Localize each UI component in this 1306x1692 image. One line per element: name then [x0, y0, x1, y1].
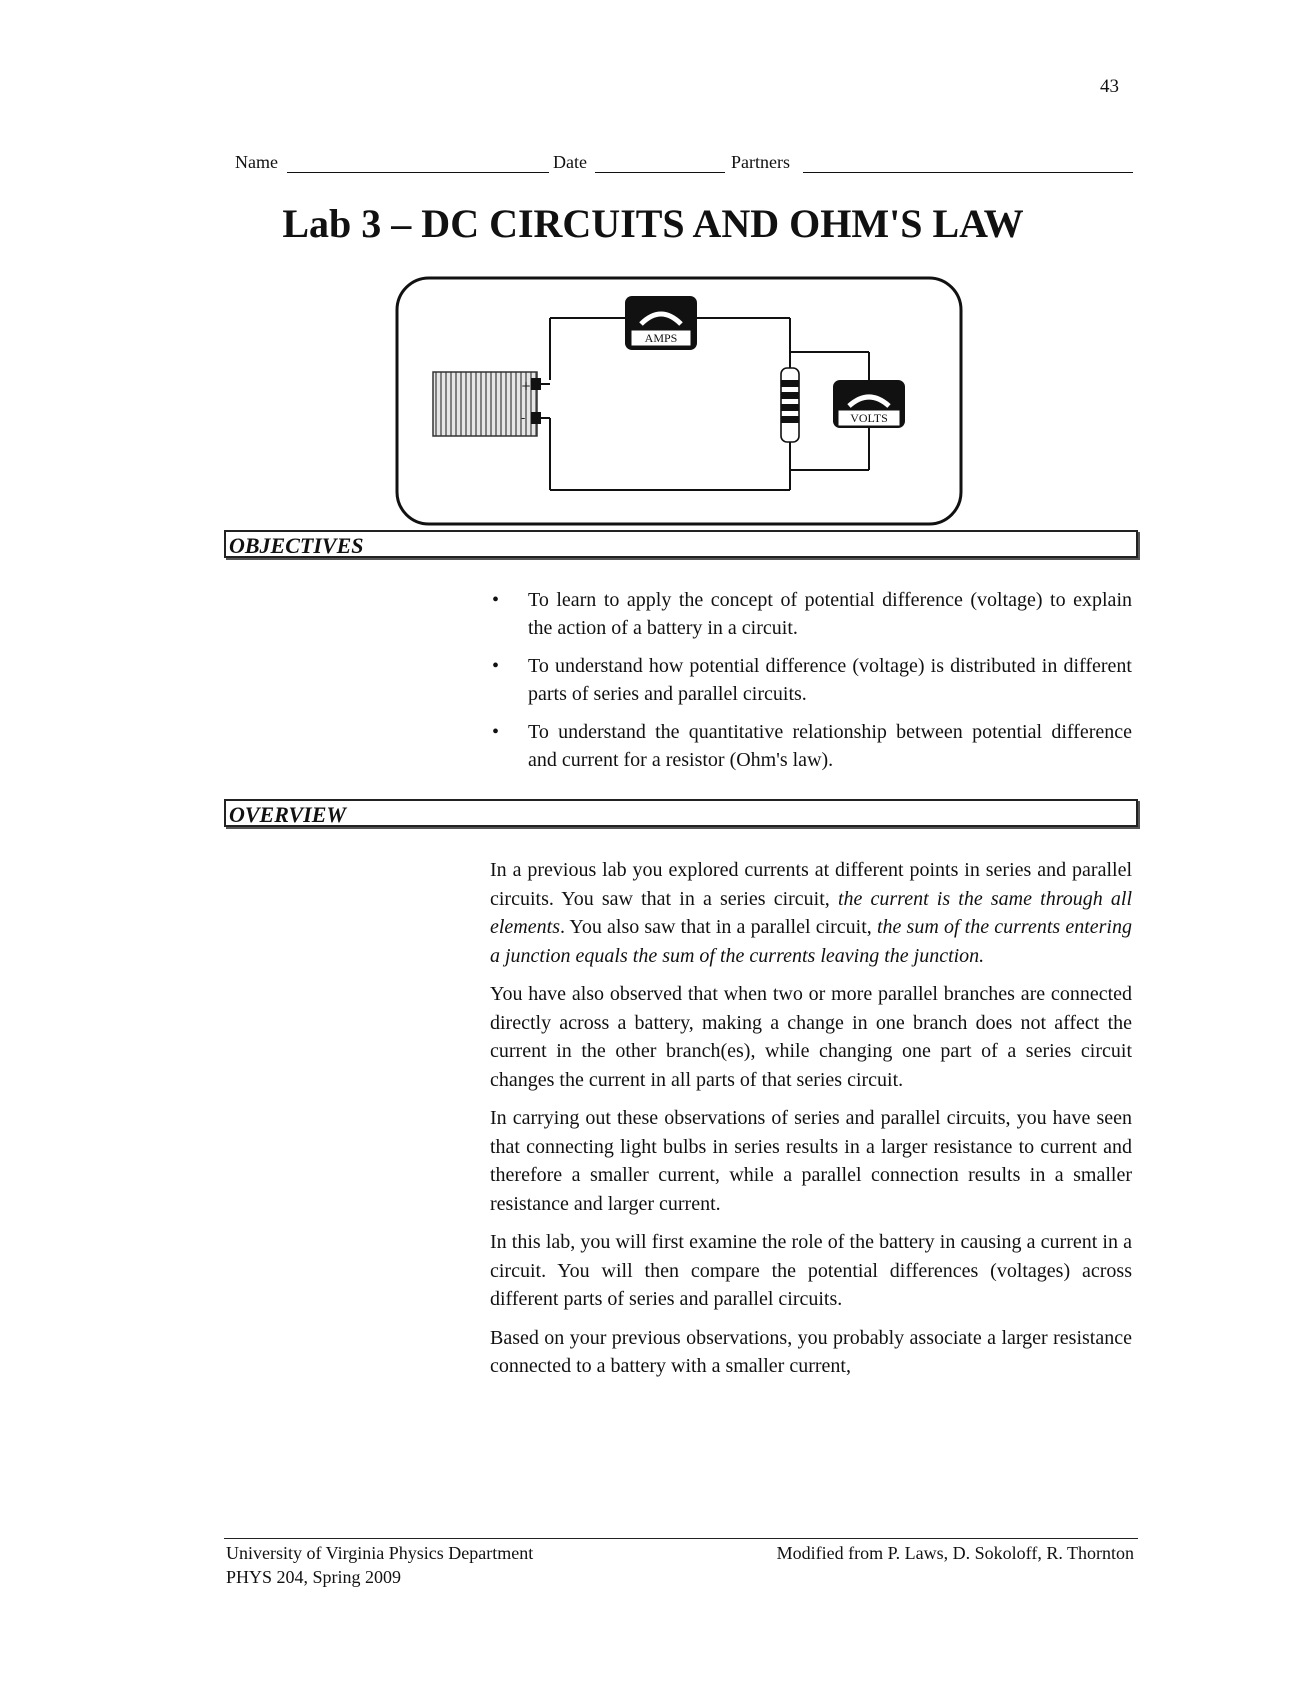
footer-divider [224, 1538, 1138, 1539]
footer-institution: University of Virginia Physics Department PHYS 204, Spring 2009 [226, 1543, 534, 1587]
objective-item: • To learn to apply the concept of potential difference (voltage) to explain the action of a battery in a circuit. [490, 586, 1132, 642]
overview-paragraph-5: Based on your previous observations, you probably associate a larger resistance connected to a battery with a smaller current, [490, 1326, 1132, 1377]
battery-plus-sign: + [521, 379, 532, 393]
resistor-icon [781, 368, 799, 442]
objectives-header: OBJECTIVES [224, 530, 1138, 558]
partners-blank[interactable] [803, 172, 1133, 173]
overview-header: OVERVIEW [224, 799, 1138, 827]
lab-title: Lab 3 – DC CIRCUITS AND OHM'S LAW [282, 201, 1024, 246]
name-label: Name [235, 152, 278, 172]
overview-paragraph-4: In this lab, you will first examine the role of the battery in causing a current in a circuit. You will then compare the potential differences (voltages) across different parts of series and parallel circuits. [490, 1231, 1132, 1310]
overview-body [490, 856, 1132, 1391]
objective-item: • To understand how potential difference (voltage) is distributed in different parts of series and parallel circuits. [490, 652, 1132, 708]
voltmeter-icon [833, 380, 905, 428]
bullet-icon: • [492, 721, 500, 743]
partners-label: Partners [731, 152, 790, 172]
overview-paragraph-3: In carrying out these observations of series and parallel circuits, you have seen that connecting light bulbs in series results in a larger resistance to current and therefore a smaller current, while a parallel connection results in a smaller resistance and larger current. [490, 1107, 1132, 1215]
page-number: 43 [1100, 76, 1119, 97]
student-info-line [235, 150, 1135, 180]
battery-icon [433, 372, 550, 436]
bullet-icon: • [492, 589, 500, 611]
circuit-diagram [395, 276, 965, 528]
name-blank[interactable] [287, 172, 549, 173]
ammeter-label: AMPS [644, 331, 678, 345]
circuit-wires [550, 318, 869, 490]
overview-paragraph-2: You have also observed that when two or more parallel branches are connected directly across a battery, making a change in one branch does not affect the current in the other branch(es), while changing one part of a series circuit changes the current in all parts of that series circuit. [490, 983, 1132, 1091]
bullet-icon: • [492, 655, 500, 677]
date-label: Date [553, 152, 587, 172]
date-blank[interactable] [595, 172, 725, 173]
footer-credit: Modified from P. Laws, D. Sokoloff, R. Thornton [776, 1543, 1134, 1563]
ammeter-icon [625, 296, 697, 350]
objective-item: • To understand the quantitative relationship between potential difference and current for a resistor (Ohm's law). [490, 718, 1132, 774]
overview-paragraph-1: In a previous lab you explored currents at different points in series and parallel circuits. You saw that in a series circuit, the current is the same through all elements. You also saw that in a parallel circuit, the sum of the currents entering a junction equals the sum of the currents leaving the junction. [490, 859, 1133, 967]
objectives-list [490, 586, 1132, 784]
battery-minus-sign: - [521, 411, 526, 425]
voltmeter-label: VOLTS [850, 411, 888, 425]
